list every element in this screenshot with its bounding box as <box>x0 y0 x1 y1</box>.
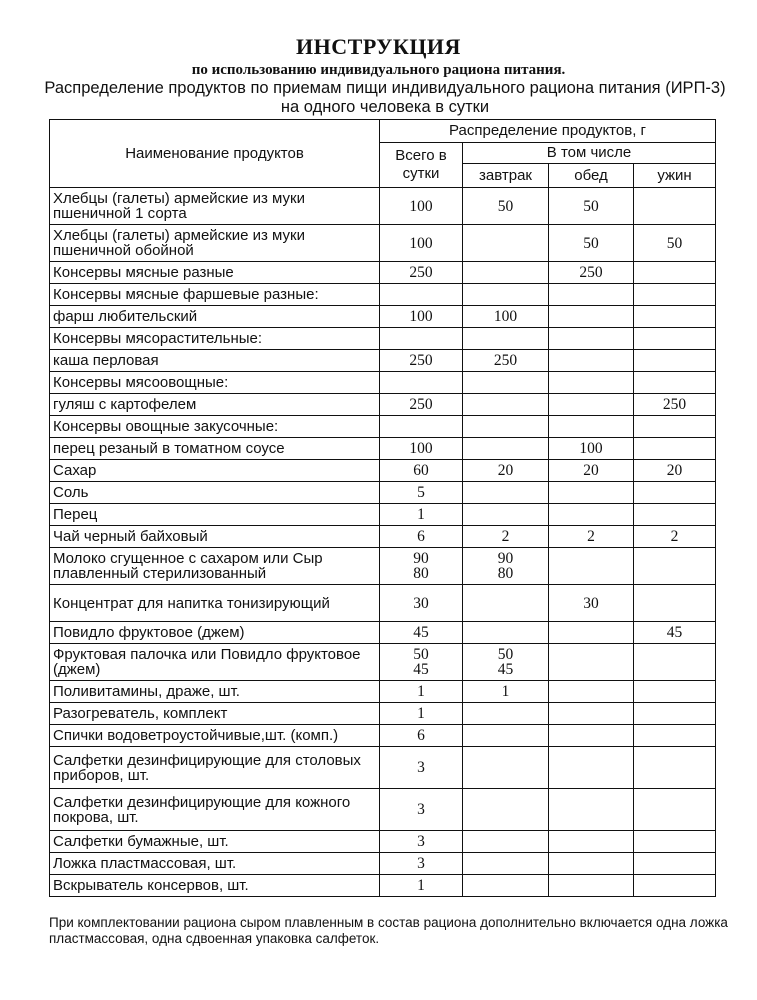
breakfast-cell <box>463 831 549 853</box>
product-name-cell: Фруктовая палочка или Повидло фруктовое (джем) <box>50 644 380 681</box>
breakfast-cell <box>463 504 549 526</box>
table-row <box>50 416 716 438</box>
lunch-cell <box>549 681 634 703</box>
table-row <box>50 372 716 394</box>
breakfast-cell <box>463 622 549 644</box>
total-cell: 3 <box>380 747 463 789</box>
footnote: При комплектовании рациона сыром плавленным в состав рациона дополнительно включается одна ложка пластмассовая, одна сдвоенная упаковка салфеток. <box>49 915 728 946</box>
dinner-cell <box>634 875 716 897</box>
header-lunch: обед <box>549 164 634 188</box>
ration-table-body <box>50 188 716 897</box>
product-name-cell: Хлебцы (галеты) армейские из муки пшеничной обойной <box>50 225 380 262</box>
lunch-cell: 2 <box>549 526 634 548</box>
lunch-cell: 100 <box>549 438 634 460</box>
page-description: Распределение продуктов по приемам пищи индивидуального рациона питания (ИРП-3) на одного человека в сутки <box>44 79 726 116</box>
breakfast-cell: 50 <box>463 188 549 225</box>
breakfast-cell: 1 <box>463 681 549 703</box>
total-cell: 100 <box>380 188 463 225</box>
lunch-cell <box>549 350 634 372</box>
product-name-cell: Перец <box>50 504 380 526</box>
table-row <box>50 188 716 225</box>
product-name-cell: Консервы овощные закусочные: <box>50 416 380 438</box>
lunch-cell <box>549 394 634 416</box>
breakfast-cell: 2 <box>463 526 549 548</box>
table-row <box>50 622 716 644</box>
dinner-cell <box>634 482 716 504</box>
table-row <box>50 681 716 703</box>
breakfast-cell <box>463 789 549 831</box>
table-row <box>50 853 716 875</box>
total-cell: 3 <box>380 831 463 853</box>
product-name-cell: гуляш с картофелем <box>50 394 380 416</box>
breakfast-cell: 50 45 <box>463 644 549 681</box>
breakfast-cell <box>463 394 549 416</box>
dinner-cell <box>634 789 716 831</box>
lunch-cell <box>549 328 634 350</box>
total-cell: 60 <box>380 460 463 482</box>
product-name-cell: Поливитамины, драже, шт. <box>50 681 380 703</box>
dinner-cell <box>634 831 716 853</box>
dinner-cell <box>634 585 716 622</box>
product-name-cell: перец резаный в томатном соусе <box>50 438 380 460</box>
lunch-cell <box>549 644 634 681</box>
product-name-cell: Сахар <box>50 460 380 482</box>
lunch-cell <box>549 504 634 526</box>
dinner-cell <box>634 328 716 350</box>
product-name-cell: Вскрыватель консервов, шт. <box>50 875 380 897</box>
total-cell <box>380 372 463 394</box>
table-row <box>50 328 716 350</box>
product-name-cell: Спички водоветроустойчивые,шт. (комп.) <box>50 725 380 747</box>
dinner-cell <box>634 262 716 284</box>
dinner-cell: 2 <box>634 526 716 548</box>
product-name-cell: Консервы мясные фаршевые разные: <box>50 284 380 306</box>
breakfast-cell <box>463 225 549 262</box>
table-row <box>50 482 716 504</box>
total-cell: 5 <box>380 482 463 504</box>
lunch-cell <box>549 703 634 725</box>
total-cell: 6 <box>380 725 463 747</box>
product-name-cell: Консервы мясные разные <box>50 262 380 284</box>
product-name-cell: Хлебцы (галеты) армейские из муки пшеничной 1 сорта <box>50 188 380 225</box>
header-dinner: ужин <box>634 164 716 188</box>
total-cell <box>380 328 463 350</box>
table-row <box>50 262 716 284</box>
lunch-cell: 50 <box>549 225 634 262</box>
dinner-cell <box>634 188 716 225</box>
total-cell <box>380 284 463 306</box>
table-row <box>50 526 716 548</box>
product-name-cell: Консервы мясорастительные: <box>50 328 380 350</box>
table-row <box>50 225 716 262</box>
lunch-cell <box>549 372 634 394</box>
table-row <box>50 394 716 416</box>
header-product-name: Наименование продуктов <box>50 120 380 188</box>
total-cell <box>380 416 463 438</box>
breakfast-cell <box>463 875 549 897</box>
header-including: В том числе <box>463 143 716 164</box>
lunch-cell <box>549 306 634 328</box>
lunch-cell <box>549 853 634 875</box>
lunch-cell <box>549 831 634 853</box>
lunch-cell <box>549 622 634 644</box>
header-total: Всего в сутки <box>380 143 463 188</box>
dinner-cell <box>634 725 716 747</box>
table-row <box>50 875 716 897</box>
table-row <box>50 644 716 681</box>
table-row <box>50 747 716 789</box>
lunch-cell: 250 <box>549 262 634 284</box>
total-cell: 100 <box>380 225 463 262</box>
table-row <box>50 789 716 831</box>
total-cell: 100 <box>380 438 463 460</box>
dinner-cell <box>634 853 716 875</box>
table-row <box>50 725 716 747</box>
table-row <box>50 438 716 460</box>
total-cell: 1 <box>380 875 463 897</box>
breakfast-cell <box>463 482 549 504</box>
product-name-cell: фарш любительский <box>50 306 380 328</box>
product-name-cell: Концентрат для напитка тонизирующий <box>50 585 380 622</box>
total-cell: 1 <box>380 681 463 703</box>
breakfast-cell: 100 <box>463 306 549 328</box>
product-name-cell: Молоко сгущенное с сахаром или Сыр плавленный стерилизованный <box>50 548 380 585</box>
dinner-cell <box>634 747 716 789</box>
total-cell: 1 <box>380 504 463 526</box>
dinner-cell <box>634 504 716 526</box>
table-row <box>50 831 716 853</box>
breakfast-cell <box>463 262 549 284</box>
lunch-cell <box>549 284 634 306</box>
product-name-cell: Салфетки бумажные, шт. <box>50 831 380 853</box>
breakfast-cell <box>463 585 549 622</box>
product-name-cell: Салфетки дезинфицирующие для кожного покрова, шт. <box>50 789 380 831</box>
total-cell: 1 <box>380 703 463 725</box>
breakfast-cell: 20 <box>463 460 549 482</box>
total-cell: 3 <box>380 789 463 831</box>
dinner-cell <box>634 372 716 394</box>
lunch-cell <box>549 548 634 585</box>
breakfast-cell: 90 80 <box>463 548 549 585</box>
dinner-cell <box>634 306 716 328</box>
total-cell: 50 45 <box>380 644 463 681</box>
total-cell: 250 <box>380 394 463 416</box>
total-cell: 90 80 <box>380 548 463 585</box>
table-row <box>50 460 716 482</box>
breakfast-cell <box>463 853 549 875</box>
breakfast-cell <box>463 284 549 306</box>
dinner-cell: 45 <box>634 622 716 644</box>
total-cell: 6 <box>380 526 463 548</box>
total-cell: 30 <box>380 585 463 622</box>
page-title: ИНСТРУКЦИЯ <box>296 34 461 59</box>
breakfast-cell: 250 <box>463 350 549 372</box>
dinner-cell <box>634 548 716 585</box>
breakfast-cell <box>463 328 549 350</box>
table-row <box>50 306 716 328</box>
breakfast-cell <box>463 747 549 789</box>
lunch-cell <box>549 789 634 831</box>
table-row <box>50 585 716 622</box>
lunch-cell: 30 <box>549 585 634 622</box>
lunch-cell: 50 <box>549 188 634 225</box>
breakfast-cell <box>463 725 549 747</box>
total-cell: 45 <box>380 622 463 644</box>
lunch-cell: 20 <box>549 460 634 482</box>
product-name-cell: Салфетки дезинфицирующие для столовых приборов, шт. <box>50 747 380 789</box>
lunch-cell <box>549 875 634 897</box>
lunch-cell <box>549 747 634 789</box>
table-row <box>50 703 716 725</box>
total-cell: 250 <box>380 262 463 284</box>
lunch-cell <box>549 725 634 747</box>
product-name-cell: Чай черный байховый <box>50 526 380 548</box>
dinner-cell: 20 <box>634 460 716 482</box>
dinner-cell: 50 <box>634 225 716 262</box>
total-cell: 3 <box>380 853 463 875</box>
ration-table <box>49 119 716 897</box>
breakfast-cell <box>463 438 549 460</box>
total-cell: 100 <box>380 306 463 328</box>
lunch-cell <box>549 482 634 504</box>
product-name-cell: каша перловая <box>50 350 380 372</box>
dinner-cell <box>634 681 716 703</box>
dinner-cell <box>634 416 716 438</box>
dinner-cell <box>634 703 716 725</box>
dinner-cell <box>634 350 716 372</box>
lunch-cell <box>549 416 634 438</box>
dinner-cell <box>634 284 716 306</box>
table-row <box>50 350 716 372</box>
product-name-cell: Повидло фруктовое (джем) <box>50 622 380 644</box>
table-row <box>50 548 716 585</box>
table-row <box>50 284 716 306</box>
dinner-cell <box>634 644 716 681</box>
total-cell: 250 <box>380 350 463 372</box>
header-distribution: Распределение продуктов, г <box>380 120 716 143</box>
dinner-cell <box>634 438 716 460</box>
dinner-cell: 250 <box>634 394 716 416</box>
product-name-cell: Консервы мясоовощные: <box>50 372 380 394</box>
page-subtitle: по использованию индивидуального рациона питания. <box>191 62 566 78</box>
header-breakfast: завтрак <box>463 164 549 188</box>
breakfast-cell <box>463 372 549 394</box>
breakfast-cell <box>463 416 549 438</box>
breakfast-cell <box>463 703 549 725</box>
table-row <box>50 504 716 526</box>
product-name-cell: Соль <box>50 482 380 504</box>
product-name-cell: Ложка пластмассовая, шт. <box>50 853 380 875</box>
product-name-cell: Разогреватель, комплект <box>50 703 380 725</box>
